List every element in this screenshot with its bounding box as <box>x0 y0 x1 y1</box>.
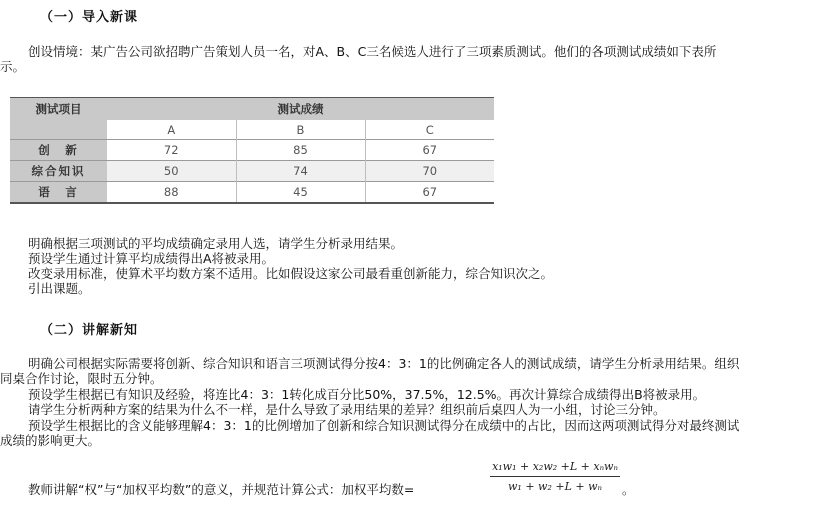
after-table-line4: 引出课题。 <box>28 281 91 296</box>
row-label-innovation: 创 新 <box>10 140 107 161</box>
intro-section-title: （一）导入新课 <box>40 10 139 25</box>
table-header-row <box>10 98 494 120</box>
candidate-row-label <box>10 120 107 140</box>
cell-language-a: 88 <box>107 182 236 203</box>
intro-paragraph-line1: 创设情境：某广告公司欲招聘广告策划人员一名，对A、B、C三名候选人进行了三项素质测试。他们的各项测试成绩如下表所 <box>28 44 717 59</box>
score-table <box>10 98 494 202</box>
table-row <box>10 161 494 182</box>
weighted-average-formula <box>490 460 620 493</box>
formula-numerator: x₁w₁ + x₂w₂ +L + xₙwₙ <box>490 460 620 477</box>
after-table-line2: 预设学生通过计算平均成绩得出A将被录用。 <box>28 251 275 266</box>
new-para5-text: 教师讲解“权”与“加权平均数”的意义，并规范计算公式：加权平均数= <box>28 482 415 497</box>
cell-knowledge-a: 50 <box>107 161 236 182</box>
formula-denominator: w₁ + w₂ +L + wₙ <box>508 480 602 493</box>
candidate-a: A <box>167 122 176 137</box>
new-section-title: （二）讲解新知 <box>40 323 139 338</box>
after-table-line3: 改变录用标准，使算术平均数方案不适用。比如假设这家公司最看重创新能力，综合知识次之。 <box>28 266 554 281</box>
intro-paragraph-line2: 示。 <box>0 59 26 74</box>
table-row <box>10 140 494 161</box>
cell-language-c: 67 <box>365 182 494 203</box>
new-para4-line2: 成绩的影响更大。 <box>0 433 101 448</box>
after-table-line1: 明确根据三项测试的平均成绩确定录用人选，请学生分析录用结果。 <box>28 236 404 251</box>
row-label-language: 语 言 <box>10 182 107 203</box>
cell-knowledge-b: 74 <box>236 161 365 182</box>
cell-knowledge-c: 70 <box>365 161 494 182</box>
row-label-knowledge: 综合知识 <box>10 161 107 182</box>
candidate-b: B <box>236 120 365 140</box>
cell-language-b: 45 <box>236 182 365 203</box>
table-candidate-row <box>10 120 494 140</box>
candidate-c: C <box>365 120 494 140</box>
new-para2: 预设学生根据已有知识及经验，将连比4：3：1转化成百分比50%，37.5%，12.5%。再次计算综合成绩得出B将被录用。 <box>28 387 706 402</box>
cell-innovation-c: 67 <box>365 140 494 161</box>
table-bottom-rule <box>10 202 494 204</box>
new-para1-line1: 明确公司根据实际需要将创新、综合知识和语言三项测试得分按4：3：1的比例确定各人的测试成绩，请学生分析录用结果。组织 <box>28 356 740 371</box>
new-para1-line2: 同桌合作讨论，限时五分钟。 <box>0 371 163 386</box>
new-para4-line1: 预设学生根据比的含义能够理解4：3：1的比例增加了创新和综合知识测试得分在成绩中的占比，因而这两项测试得分对最终测试 <box>28 418 740 433</box>
header-test-scores: 测试成绩 <box>107 98 494 120</box>
cell-innovation-b: 85 <box>236 140 365 161</box>
new-para5-end: 。 <box>622 482 635 497</box>
header-test-item: 测试项目 <box>10 98 107 120</box>
table-row <box>10 182 494 203</box>
cell-innovation-a: 72 <box>107 140 236 161</box>
new-para3: 请学生分析两种方案的结果为什么不一样，是什么导致了录用结果的差异？组织前后桌四人为一小组，讨论三分钟。 <box>28 402 666 417</box>
